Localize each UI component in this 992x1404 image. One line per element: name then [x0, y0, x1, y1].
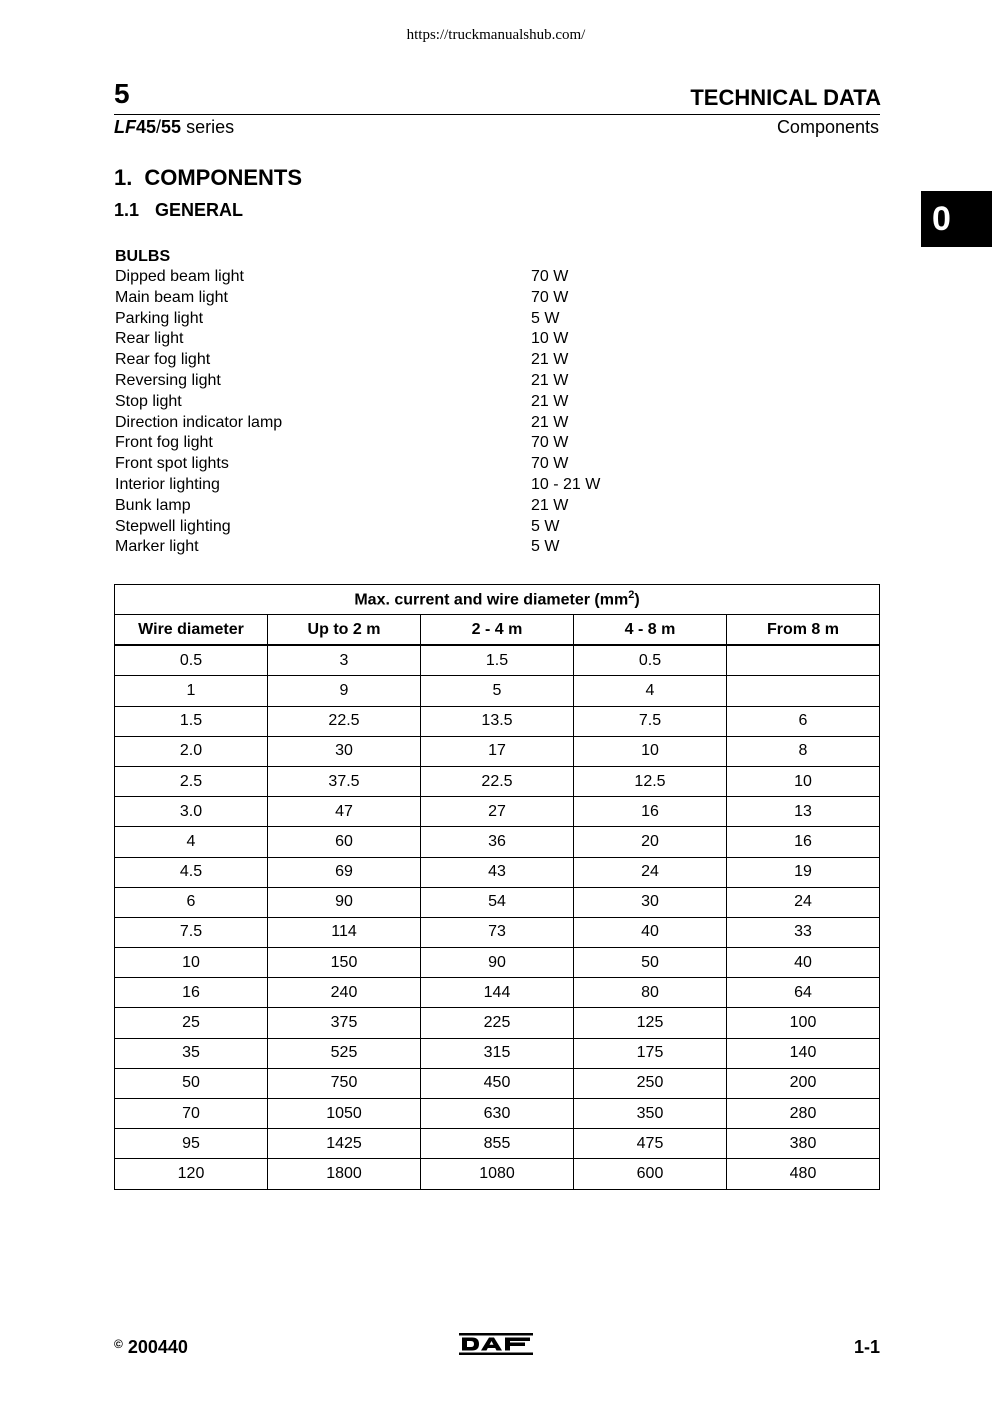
table-cell: 280 [727, 1099, 880, 1129]
table-row [115, 1038, 880, 1068]
table-cell: 1 [115, 676, 268, 706]
column-header: 4 - 8 m [574, 615, 727, 646]
table-cell: 150 [268, 948, 421, 978]
table-cell: 22.5 [268, 706, 421, 736]
table-cell: 175 [574, 1038, 727, 1068]
bulb-row [115, 309, 675, 330]
table-cell [727, 645, 880, 676]
table-cell: 6 [727, 706, 880, 736]
table-cell: 24 [574, 857, 727, 887]
bulb-row [115, 288, 675, 309]
section-title: COMPONENTS [144, 165, 303, 190]
table-cell: 125 [574, 1008, 727, 1038]
table-row [115, 676, 880, 706]
table-row [115, 1129, 880, 1159]
table-cell: 1425 [268, 1129, 421, 1159]
header-subtitle: Components [776, 117, 879, 137]
bulb-row [115, 371, 675, 392]
table-row [115, 857, 880, 887]
table-cell: 380 [727, 1129, 880, 1159]
table-cell: 54 [421, 887, 574, 917]
section-heading [114, 165, 302, 191]
table-cell: 13.5 [421, 706, 574, 736]
table-cell: 855 [421, 1129, 574, 1159]
table-cell: 2.5 [115, 766, 268, 796]
table-cell: 525 [268, 1038, 421, 1068]
subsection-heading [114, 200, 243, 221]
table-cell: 480 [727, 1159, 880, 1189]
bulb-wattage: 21 W [531, 413, 569, 431]
bulb-row [115, 496, 675, 517]
bulb-wattage: 21 W [531, 351, 569, 369]
bulb-wattage: 21 W [531, 392, 569, 410]
bulb-name: Main beam light [115, 288, 228, 306]
table-row [115, 1068, 880, 1098]
table-row [115, 736, 880, 766]
table-cell: 250 [574, 1068, 727, 1098]
table-cell: 450 [421, 1068, 574, 1098]
table-cell: 80 [574, 978, 727, 1008]
table-caption: Max. current and wire diameter $(mm^2)$ [115, 585, 880, 615]
series-number-2: 55 [161, 117, 182, 137]
bulb-name: Rear light [115, 330, 184, 348]
table-cell: 4 [115, 827, 268, 857]
table-cell: 3.0 [115, 797, 268, 827]
bulb-wattage: 21 W [531, 496, 569, 514]
bulb-name: Bunk lamp [115, 496, 191, 514]
table-cell: 73 [421, 917, 574, 947]
subsection-title: GENERAL [155, 200, 244, 220]
table-row [115, 887, 880, 917]
column-header: Wire diameter [115, 615, 268, 646]
table-cell: 33 [727, 917, 880, 947]
table-cell: 95 [115, 1129, 268, 1159]
table-row [115, 827, 880, 857]
bulb-row [115, 392, 675, 413]
table-row [115, 706, 880, 736]
table-cell: 90 [268, 887, 421, 917]
table-cell: 69 [268, 857, 421, 887]
table-cell: 225 [421, 1008, 574, 1038]
footer-code [114, 1337, 188, 1358]
table-cell: 375 [268, 1008, 421, 1038]
table-cell: 315 [421, 1038, 574, 1068]
table-row [115, 645, 880, 676]
table-cell: 16 [727, 827, 880, 857]
table-cell: 200 [727, 1068, 880, 1098]
table-cell: 750 [268, 1068, 421, 1098]
bulb-wattage: 5 W [531, 538, 560, 556]
table-cell: 43 [421, 857, 574, 887]
table-row [115, 797, 880, 827]
series-number: 45 [136, 117, 157, 137]
table-row [115, 917, 880, 947]
table-cell: 144 [421, 978, 574, 1008]
table-cell [727, 676, 880, 706]
bulb-wattage: 5 W [531, 517, 560, 535]
table-cell: 475 [574, 1129, 727, 1159]
table-cell: 1.5 [115, 706, 268, 736]
table-cell: 40 [727, 948, 880, 978]
table-row [115, 1099, 880, 1129]
table-cell: 7.5 [574, 706, 727, 736]
table-cell: 60 [268, 827, 421, 857]
table-cell: 64 [727, 978, 880, 1008]
table-cell: 120 [115, 1159, 268, 1189]
header-title: TECHNICAL DATA [690, 85, 881, 110]
table-cell: 50 [574, 948, 727, 978]
chapter-number: 5 [114, 78, 130, 109]
bulbs-list [115, 246, 675, 558]
bulb-name: Direction indicator lamp [115, 413, 283, 431]
table-cell: 40 [574, 917, 727, 947]
bulb-wattage: 21 W [531, 371, 569, 389]
page-number: 1-1 [853, 1337, 880, 1357]
table-cell: 10 [115, 948, 268, 978]
source-url[interactable]: https://truckmanualshub.com/ [406, 27, 586, 43]
bulb-name: Reversing light [115, 371, 221, 389]
copyright-symbol: © [114, 1337, 123, 1351]
series-label [114, 117, 234, 138]
table-cell: 0.5 [115, 645, 268, 676]
bulb-wattage: 10 W [531, 330, 569, 348]
table-cell: 6 [115, 887, 268, 917]
table-cell: 0.5 [574, 645, 727, 676]
table-cell: 16 [115, 978, 268, 1008]
bulb-row [115, 517, 675, 538]
table-cell: 50 [115, 1068, 268, 1098]
table-cell: 35 [115, 1038, 268, 1068]
table-cell: 70 [115, 1099, 268, 1129]
table-cell: 30 [574, 887, 727, 917]
bulb-row [115, 475, 675, 496]
series-slash: / [156, 117, 162, 137]
table-cell: 350 [574, 1099, 727, 1129]
series-word: series [181, 117, 235, 137]
table-row [115, 1159, 880, 1189]
table-cell: 10 [727, 766, 880, 796]
column-header: 2 - 4 m [421, 615, 574, 646]
table-row [115, 948, 880, 978]
table-cell: 4.5 [115, 857, 268, 887]
table-cell: 1800 [268, 1159, 421, 1189]
bulb-name: Front fog light [115, 434, 213, 452]
table-cell: 22.5 [421, 766, 574, 796]
bulb-name: Stop light [115, 392, 182, 410]
table-cell: 114 [268, 917, 421, 947]
bulb-row [115, 413, 675, 434]
table-cell: 9 [268, 676, 421, 706]
bulb-row [115, 350, 675, 371]
table-cell: 630 [421, 1099, 574, 1129]
bulb-wattage: 70 W [531, 288, 569, 306]
wire-current-table [114, 584, 880, 1190]
table-cell: 90 [421, 948, 574, 978]
table-cell: 7.5 [115, 917, 268, 947]
bulb-name: Interior lighting [115, 475, 220, 493]
table-cell: 5 [421, 676, 574, 706]
table-row [115, 766, 880, 796]
table-cell: 25 [115, 1008, 268, 1038]
bulb-name: Stepwell lighting [115, 517, 231, 535]
table-cell: 13 [727, 797, 880, 827]
daf-logo [459, 1333, 533, 1355]
table-cell: 10 [574, 736, 727, 766]
bulb-row [115, 537, 675, 558]
table-cell: 19 [727, 857, 880, 887]
column-header: Up to 2 m [268, 615, 421, 646]
bulb-name: Dipped beam light [115, 268, 244, 285]
table-cell: 37.5 [268, 766, 421, 796]
table-cell: 3 [268, 645, 421, 676]
table-row [115, 1008, 880, 1038]
section-number: 1. [114, 165, 133, 190]
table-cell: 8 [727, 736, 880, 766]
table-cell: 600 [574, 1159, 727, 1189]
bulb-row [115, 454, 675, 475]
bulb-wattage: 70 W [531, 434, 569, 452]
bulb-name: Rear fog light [115, 351, 211, 369]
table-cell: 2.0 [115, 736, 268, 766]
bulb-row [115, 267, 675, 288]
bulb-row [115, 433, 675, 454]
table-cell: 27 [421, 797, 574, 827]
table-cell: 36 [421, 827, 574, 857]
bulb-wattage: 10 - 21 W [531, 475, 601, 493]
bulb-name: Marker light [115, 538, 199, 556]
table-cell: 4 [574, 676, 727, 706]
bulbs-heading: BULBS [115, 248, 171, 265]
bulb-wattage: 70 W [531, 268, 569, 285]
column-header: From 8 m [727, 615, 880, 646]
table-cell: 1.5 [421, 645, 574, 676]
table-cell: 240 [268, 978, 421, 1008]
table-row [115, 978, 880, 1008]
header-rule [114, 114, 880, 115]
series-model: LF [114, 117, 136, 137]
table-cell: 1080 [421, 1159, 574, 1189]
subsection-number: 1.1 [114, 200, 140, 220]
table-cell: 12.5 [574, 766, 727, 796]
bulb-name: Front spot lights [115, 455, 229, 473]
table-cell: 30 [268, 736, 421, 766]
table-cell: 17 [421, 736, 574, 766]
table-cell: 140 [727, 1038, 880, 1068]
table-cell: 24 [727, 887, 880, 917]
table-cell: 47 [268, 797, 421, 827]
table-cell: 1050 [268, 1099, 421, 1129]
bulb-wattage: 5 W [531, 309, 560, 327]
table-cell: 100 [727, 1008, 880, 1038]
bulb-name: Parking light [115, 309, 204, 327]
table-cell: 20 [574, 827, 727, 857]
bulb-wattage: 70 W [531, 455, 569, 473]
bulb-row [115, 329, 675, 350]
document-code: 200440 [127, 1337, 188, 1357]
chapter-tab: 0 [921, 191, 992, 247]
table-cell: 16 [574, 797, 727, 827]
